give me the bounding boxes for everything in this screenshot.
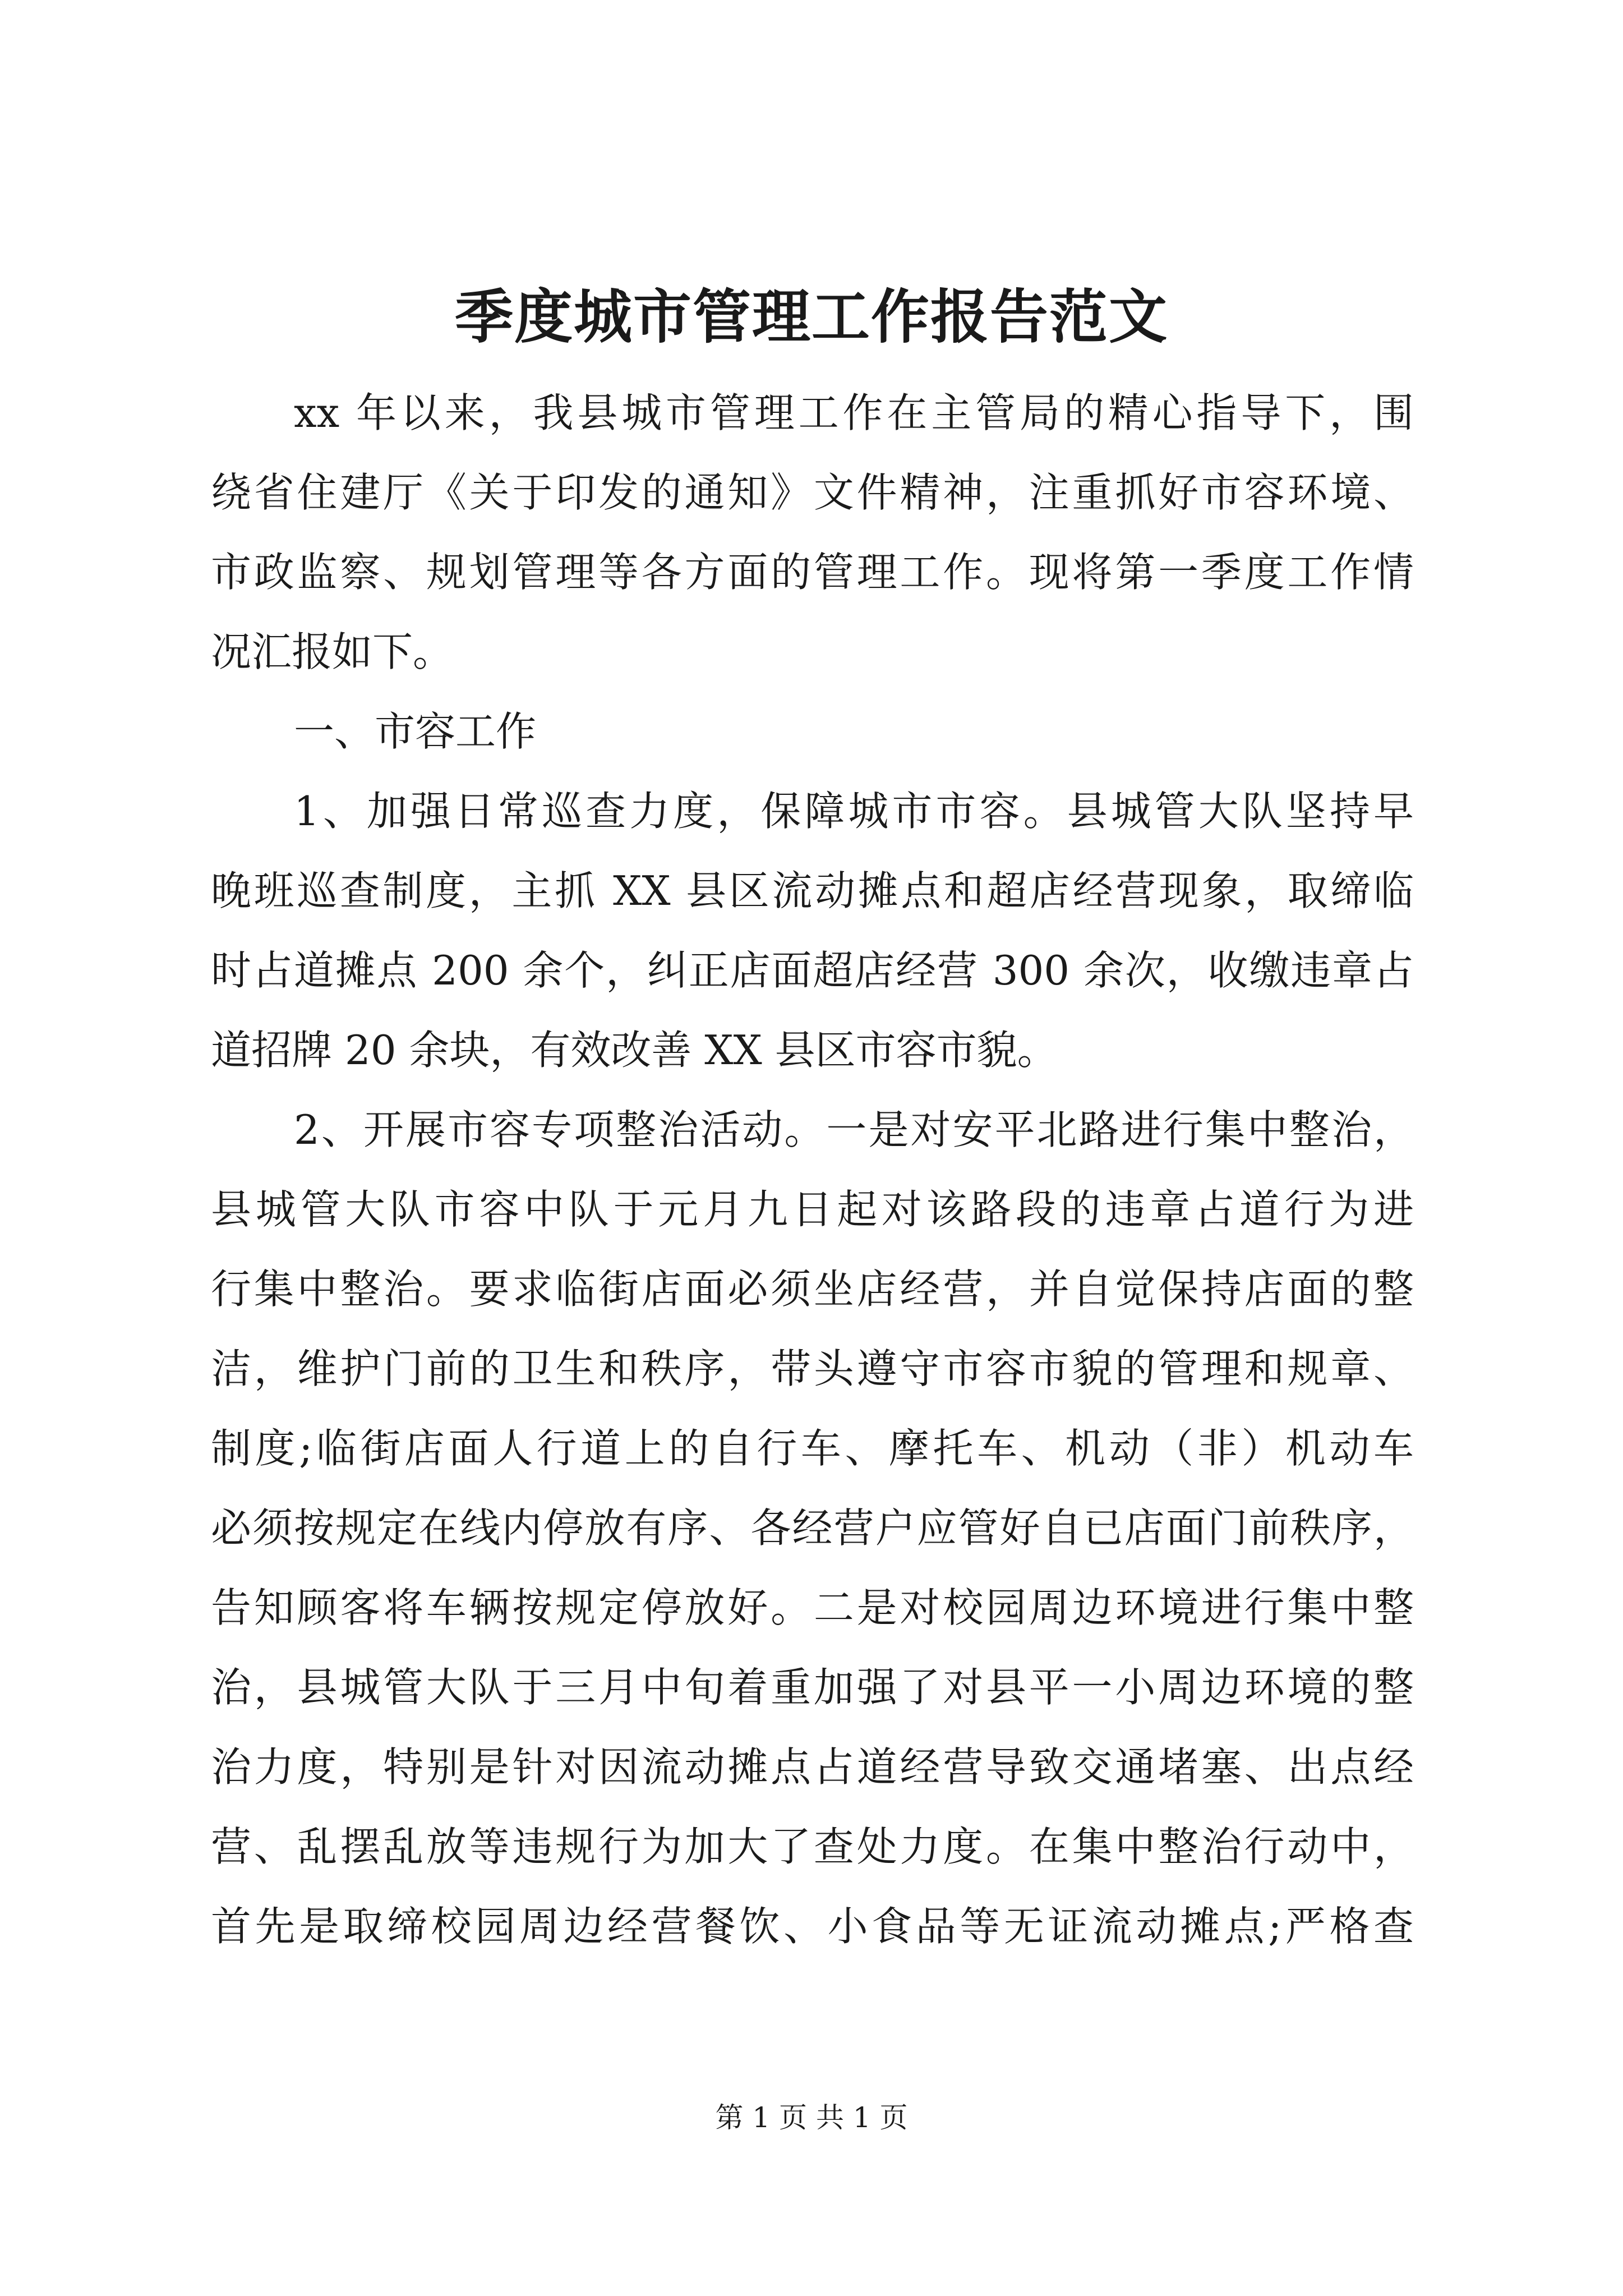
document-title: 季度城市管理工作报告范文 — [454, 282, 1168, 351]
body-line: 洁，维护门前的卫生和秩序，带头遵守市容市貌的管理和规章、 — [211, 1345, 1414, 1392]
body-line: 2、开展市容专项整治活动。一是对安平北路进行集中整治， — [294, 1106, 1414, 1153]
body-line: 时占道摊点 200 余个，纠正店面超店经营 300 余次，收缴违章占 — [211, 947, 1414, 994]
body-line: xx 年以来，我县城市管理工作在主管局的精心指导下，围 — [294, 389, 1414, 436]
body-line: 行集中整治。要求临街店面必须坐店经营，并自觉保持店面的整 — [211, 1266, 1414, 1313]
body-line: 市政监察、规划管理等各方面的管理工作。现将第一季度工作情 — [211, 549, 1414, 596]
body-line: 县城管大队市容中队于元月九日起对该路段的违章占道行为进 — [211, 1186, 1414, 1233]
body-line: 首先是取缔校园周边经营餐饮、小食品等无证流动摊点;严格查 — [211, 1903, 1414, 1950]
body-line: 营、乱摆乱放等违规行为加大了查处力度。在集中整治行动中， — [211, 1823, 1414, 1870]
page-footer: 第 1 页 共 1 页 — [715, 2101, 908, 2134]
body-line: 况汇报如下。 — [211, 628, 454, 675]
body-line: 道招牌 20 余块，有效改善 XX 县区市容市貌。 — [211, 1027, 1058, 1074]
body-line: 治，县城管大队于三月中旬着重加强了对县平一小周边环境的整 — [211, 1664, 1414, 1711]
body-line: 治力度，特别是针对因流动摊点占道经营导致交通堵塞、出点经 — [211, 1743, 1414, 1791]
body-line: 告知顾客将车辆按规定停放好。二是对校园周边环境进行集中整 — [211, 1584, 1414, 1631]
body-line: 绕省住建厅《关于印发的通知》文件精神，注重抓好市容环境、 — [211, 469, 1414, 516]
document-body — [211, 373, 1414, 1966]
body-line: 1、加强日常巡查力度，保障城市市容。县城管大队坚持早 — [294, 788, 1414, 835]
body-line: 制度;临街店面人行道上的自行车、摩托车、机动（非）机动车 — [211, 1425, 1414, 1472]
section-heading: 一、市容工作 — [294, 708, 537, 755]
body-line: 必须按规定在线内停放有序、各经营户应管好自已店面门前秩序， — [211, 1504, 1414, 1552]
body-line: 晚班巡查制度，主抓 XX 县区流动摊点和超店经营现象，取缔临 — [211, 867, 1414, 914]
